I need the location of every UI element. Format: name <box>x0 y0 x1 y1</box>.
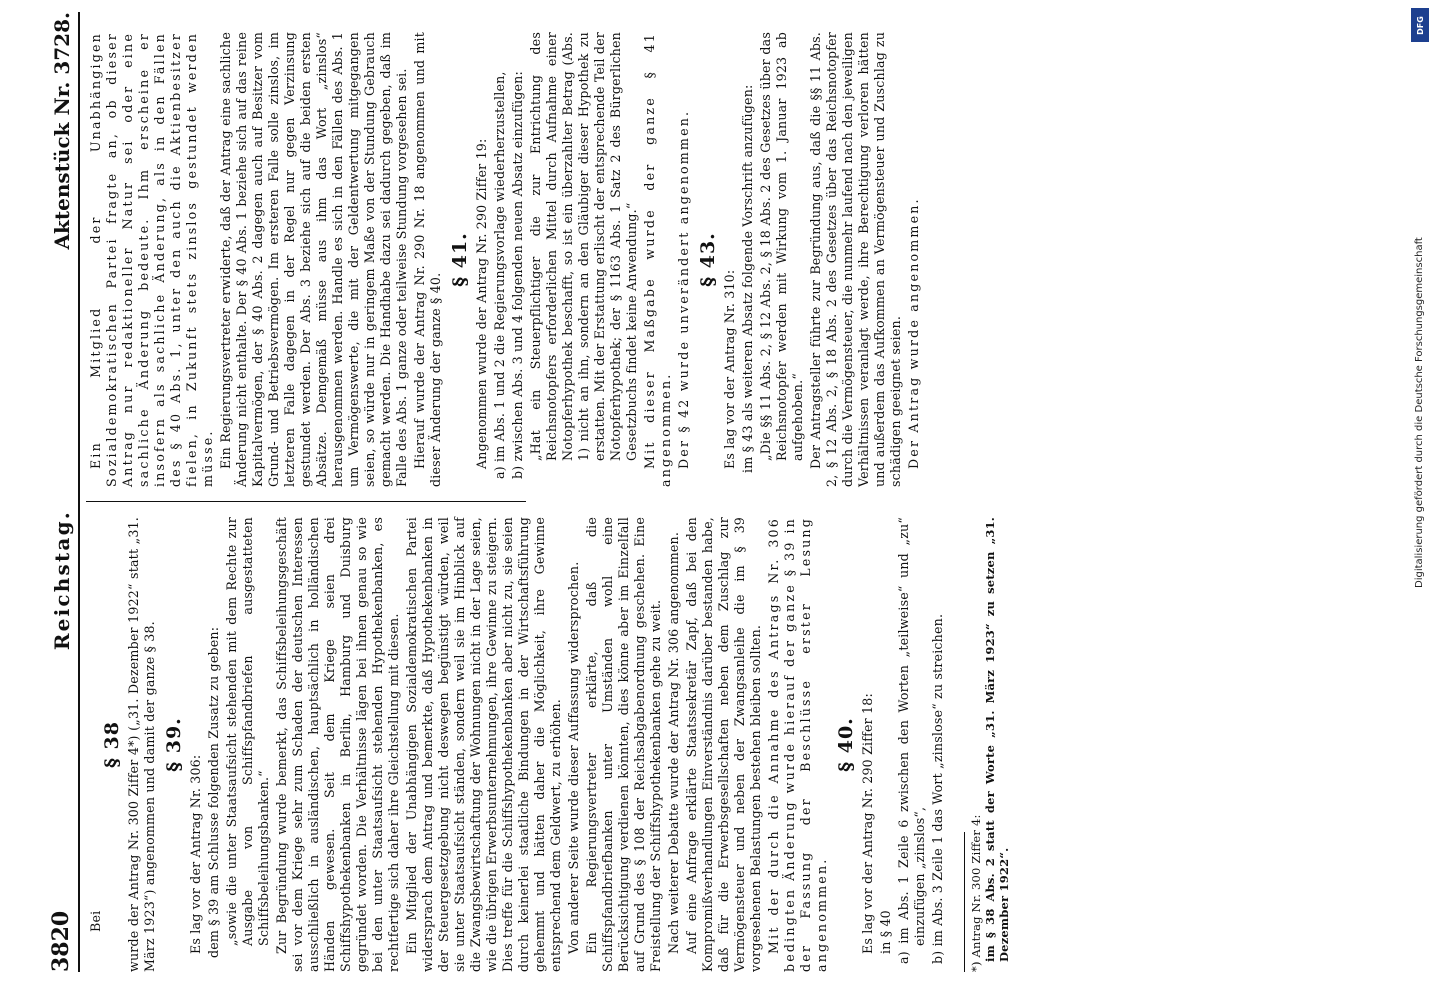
paragraph: Ein Regierungsvertreter erwiderte, daß der Antrag eine sachliche Änderung nicht enthalte. Der § 40 Abs. 1 beziehe sich auf das reine Kapitalvermögen, der § 40 Abs. 2 dagegen auch auf Besitzer vom Grund- und Betriebsvermögen. Im ersteren Falle solle zinslos, im letzteren Falle dagegen in der Regel nur gegen Verzinsung gestundet werden. Der Abs. 3 beziehe sich auf die beiden ersten Absätze. Demgemäß müsse aus ihm das Wort „zinslos“ herausgenommen werden. Handle es sich in den Fällen des Abs. 1 um Vermögenswerte, die mit der Geldentwertung mitgegangen seien, so würde nur in geringem Maße von der Stundung Gebrauch gemacht werden. Die Handhabe dazu sei dadurch gegeben, daß im Falle des Abs. 1 ganze oder teilweise Stundung vorgesehen sei. <box>218 32 409 487</box>
list-item: a) im Abs. 1 und 2 die Regierungsvorlage wiederherzustellen, <box>492 71 507 479</box>
header-title: Reichstag. <box>50 510 74 651</box>
document-page <box>40 0 1340 992</box>
header-document-number: Aktenstück Nr. 3728. <box>50 12 74 250</box>
paragraph: Bei <box>88 910 103 932</box>
paragraph: Auf eine Anfrage erklärte Staatssekretär Zapf, daß bei den Kompromißverhandlungen Einverständnis darüber bestanden habe, daß für die Erwerbsgesellschaften neben dem Zuschlag zur Vermögensteuer und neben der Zwangsanleihe die im § 39 vorgesehenen Belastungen bestehen bleiben sollten. <box>684 517 763 972</box>
column-divider <box>86 501 526 502</box>
paragraph: Ein Mitglied der Unabhängigen Sozialdemokratischen Partei widersprach dem Antrag und bemerkte, daß Hypothekenbanken in der Steuergesetzgebung nicht deswegen begünstigt würden, weil sie unter Staatsaufsicht ständen, sondern weil sie im Hinblick auf die Zwangsbewirtschaftung der Wohnungen nicht in der Lage seien, wie die übrigen Erwerbsunternehmungen, ihre Gewinne zu steigern. Dies treffe für die Schiffshypothekenbanken aber nicht zu, sie seien durch keinerlei staatliche Bindungen in der Wirtschaftsführung gehemmt und hätten daher die Möglichkeit, ihre Gewinne entsprechend dem Geldwert, zu erhöhen. <box>404 517 563 972</box>
section-heading-43: § 43. <box>697 232 719 287</box>
list-item: b) im Abs. 3 Zeile 1 das Wort „zinslose“ zu streichen. <box>930 613 945 964</box>
paragraph: Es lag vor der Antrag Nr. 290 Ziffer 18: <box>860 693 875 954</box>
page-number: 3820 <box>48 910 74 972</box>
left-column <box>88 517 1011 972</box>
quote: „Die §§ 11 Abs. 2, § 12 Abs. 2, § 18 Abs. 2 des Gesetzes über das Reichsnotopfer werden mit Wirkung vom 1. Januar 1923 ab aufgehoben.“ <box>758 32 805 461</box>
paragraph: Der Antrag wurde angenommen. <box>906 197 921 469</box>
digitization-credit: Digitalisierung gefördert durch die Deutsche Forschungsgemeinschaft <box>1414 237 1425 588</box>
footnote <box>969 517 1011 972</box>
list-item: b) zwischen Abs. 3 und 4 folgenden neuen Absatz einzufügen: <box>510 71 525 479</box>
paragraph: Hierauf wurde der Antrag Nr. 290 Nr. 18 angenommen und mit dieser Änderung der ganze § 40. <box>412 32 443 487</box>
paragraph: Nach weiterer Debatte wurde der Antrag Nr. 306 angenommen. <box>666 531 681 954</box>
paragraph: Der Antragsteller führte zur Begründung aus, daß die §§ 11 Abs. 2, § 12 Abs. 2, § 18 Abs. 2 des Gesetzes über das Reichsnotopfer durch die Vermögensteuer, die nunmehr laufend nach den jeweiligen Verhältnissen veranlagt werde, ihre Berechtigung verloren hätten und außerdem das Aufkommen an Vermögensteuer und Zuschlag zu schädigen geeignet seien. <box>808 32 903 487</box>
paragraph: im § 43 als weiteren Absatz folgende Vorschrift anzufügen: <box>740 84 755 473</box>
paragraph: Es lag vor der Antrag Nr. 306: <box>188 754 203 954</box>
quote: „sowie die unter Staatsaufsicht stehenden mit dem Rechte zur Ausgabe von Schiffspfandbriefen ausgestatteten Schiffsbeleihungsbanken.“ <box>224 517 271 946</box>
paragraph: wurde der Antrag Nr. 300 Ziffer 4*) („31. Dezember 1922“ statt „31. März 1923“) angenommen und damit der ganze § 38. <box>126 517 157 972</box>
section-heading-40: § 40. <box>835 717 857 772</box>
paragraph: in § 40 <box>878 910 893 954</box>
list-item: a) im Abs. 1 Zeile 6 zwischen den Worten „teilweise“ und „zu“ einzufügen „zinslos“, <box>896 517 927 964</box>
paragraph: Ein Mitglied der Unabhängigen Sozialdemokratischen Partei fragte an, ob dieser Antrag nur redaktioneller Natur sei oder eine sachliche Änderung bedeute. Ihm erscheine er insofern als sachliche Änderung, als in den Fällen des § 40 Abs. 1, unter den auch die Aktienbesitzer fielen, in Zukunft stets zinslos gestundet werden müsse. <box>88 32 215 487</box>
paragraph: Ein Regierungsvertreter erklärte, daß die Schiffspfandbriefbanken unter Umständen wohl eine Berücksichtigung verdienen könnten, dies könne aber im Einzelfall auf Grund des § 108 der Reichsabgabenordnung geschehen. Eine Freistellung der Schiffshypothekenbanken gehe zu weit. <box>584 517 663 972</box>
section-heading-41: § 41. <box>449 232 471 287</box>
digitization-sidebar <box>1408 0 1432 1000</box>
paragraph: Mit der durch die Annahme des Antrags Nr. 306 bedingten Änderung wurde hierauf der ganze § 39 in der Fassung der Beschlüsse erster Lesung angenommen. <box>766 517 829 972</box>
page-header <box>40 12 80 972</box>
quote: „Hat ein Steuerpflichtiger die zur Entrichtung des Reichsnotopfers erforderlichen Mittel durch Aufnahme einer Notopferhypothek beschafft, so ist ein überzahlter Betrag (Abs. 1) nicht an ihn, sondern an den Gläubiger dieser Hypothek zu erstatten. Mit der Erstattung erlischt der entsprechende Teil der Notopferhypothek; der § 1163 Abs. 1 Satz 2 des Bürgerlichen Gesetzbuchs findet keine Anwendung.“ <box>528 32 639 461</box>
footnote-text: im § 38 Abs. 2 statt der Worte „31. März 1923“ zu setzen „31. Dezember 1922“. <box>983 517 1011 962</box>
paragraph: Der § 42 wurde unverändert angenommen. <box>676 109 691 469</box>
paragraph: Mit dieser Maßgabe wurde der ganze § 41 angenommen. <box>642 32 673 487</box>
section-heading-38: § 38 <box>101 721 123 768</box>
right-column <box>88 32 924 487</box>
dfg-logo: DFG <box>1411 8 1429 42</box>
paragraph: Zur Begründung wurde bemerkt, das Schiffsbeleihungsgeschäft sei vor dem Kriege sehr zum Schaden der deutschen Interessen ausschließlich in ausländischen, hauptsächlich in holländischen Händen gewesen. Seit dem Kriege seien drei Schiffshypothekenbanken in Berlin, Hamburg und Duisburg gegründet worden. Die Verhältnisse lägen bei ihnen genau so wie bei den unter Staatsaufsicht stehenden Hypothekenbanken, es rechtfertige sich daher ihre Gleichstellung mit diesen. <box>274 517 401 972</box>
paragraph: Von anderer Seite wurde dieser Auffassung widersprochen. <box>566 561 581 954</box>
section-heading-39: § 39. <box>163 717 185 772</box>
footnote-title: *) Antrag Nr. 300 Ziffer 4: <box>969 814 983 972</box>
paragraph: dem § 39 am Schlusse folgenden Zusatz zu geben: <box>206 626 221 958</box>
paragraph: Angenommen wurde der Antrag Nr. 290 Ziffer 19: <box>474 138 489 469</box>
paragraph: Es lag vor der Antrag Nr. 310: <box>722 269 737 469</box>
